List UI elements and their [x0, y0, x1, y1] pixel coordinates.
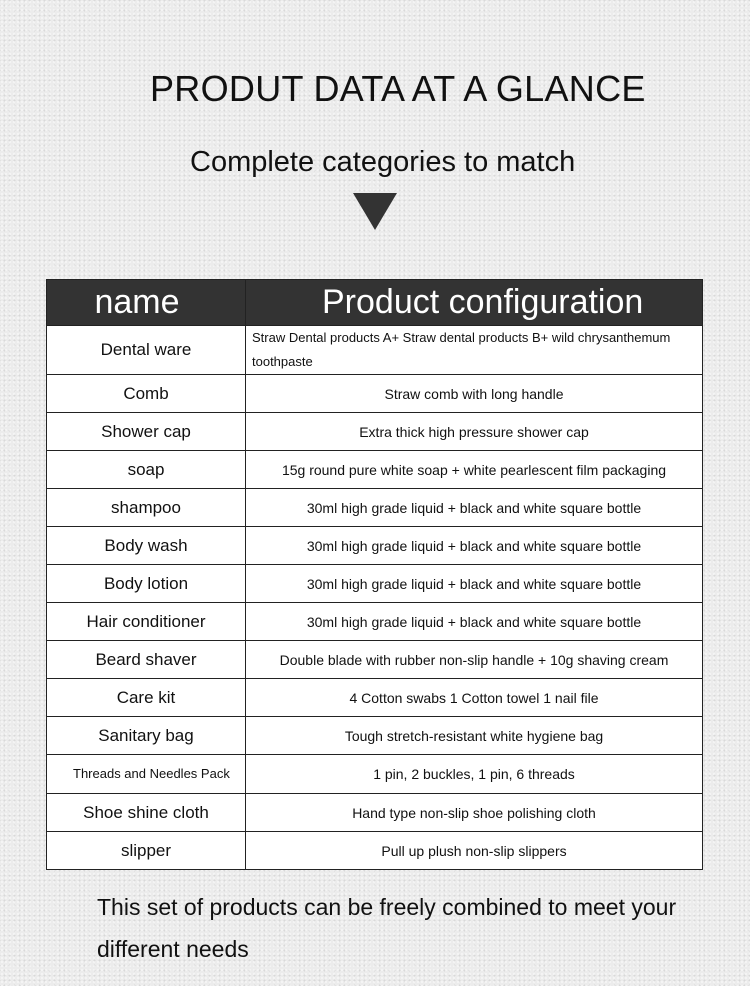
row-config: 30ml high grade liquid + black and white square bottle — [246, 489, 703, 527]
product-table — [46, 279, 703, 870]
row-config: Pull up plush non-slip slippers — [246, 832, 703, 870]
table-row — [47, 755, 703, 794]
table-header-row — [47, 280, 703, 326]
table-row — [47, 489, 703, 527]
row-config: Straw comb with long handle — [246, 375, 703, 413]
table-row — [47, 717, 703, 755]
row-config: 30ml high grade liquid + black and white square bottle — [246, 565, 703, 603]
page-title: PRODUT DATA AT A GLANCE — [150, 68, 646, 109]
page-subtitle: Complete categories to match — [190, 146, 576, 178]
table-row — [47, 641, 703, 679]
column-header-configuration: Product configuration — [246, 280, 703, 326]
footer-note: This set of products can be freely combined to meet your different needs — [97, 894, 677, 962]
table-row — [47, 326, 703, 375]
table-row — [47, 603, 703, 641]
row-config: 4 Cotton swabs 1 Cotton towel 1 nail file — [246, 679, 703, 717]
row-config: Double blade with rubber non-slip handle + 10g shaving cream — [246, 641, 703, 679]
table-row — [47, 794, 703, 832]
row-config: Extra thick high pressure shower cap — [246, 413, 703, 451]
row-name: Care kit — [47, 679, 246, 717]
table-row — [47, 413, 703, 451]
table-row — [47, 527, 703, 565]
row-name: Hair conditioner — [47, 603, 246, 641]
down-triangle-icon — [353, 193, 397, 230]
row-name: Threads and Needles Pack — [47, 755, 246, 794]
row-config: 30ml high grade liquid + black and white square bottle — [246, 603, 703, 641]
table-row — [47, 375, 703, 413]
row-name: Body wash — [47, 527, 246, 565]
table-row — [47, 679, 703, 717]
row-name: slipper — [47, 832, 246, 870]
row-name: Sanitary bag — [47, 717, 246, 755]
table-row — [47, 451, 703, 489]
row-config: 15g round pure white soap + white pearlescent film packaging — [246, 451, 703, 489]
row-config: 1 pin, 2 buckles, 1 pin, 6 threads — [246, 755, 703, 794]
row-config: Tough stretch-resistant white hygiene bag — [246, 717, 703, 755]
row-name: Body lotion — [47, 565, 246, 603]
row-name: soap — [47, 451, 246, 489]
row-config: Hand type non-slip shoe polishing cloth — [246, 794, 703, 832]
row-config: Straw Dental products A+ Straw dental products B+ wild chrysanthemum toothpaste — [246, 326, 703, 375]
row-name: shampoo — [47, 489, 246, 527]
table-row — [47, 565, 703, 603]
table-row — [47, 832, 703, 870]
row-name: Shower cap — [47, 413, 246, 451]
column-header-name: name — [47, 280, 246, 326]
row-name: Shoe shine cloth — [47, 794, 246, 832]
row-name: Comb — [47, 375, 246, 413]
row-name: Beard shaver — [47, 641, 246, 679]
row-config: 30ml high grade liquid + black and white square bottle — [246, 527, 703, 565]
row-name: Dental ware — [47, 326, 246, 375]
